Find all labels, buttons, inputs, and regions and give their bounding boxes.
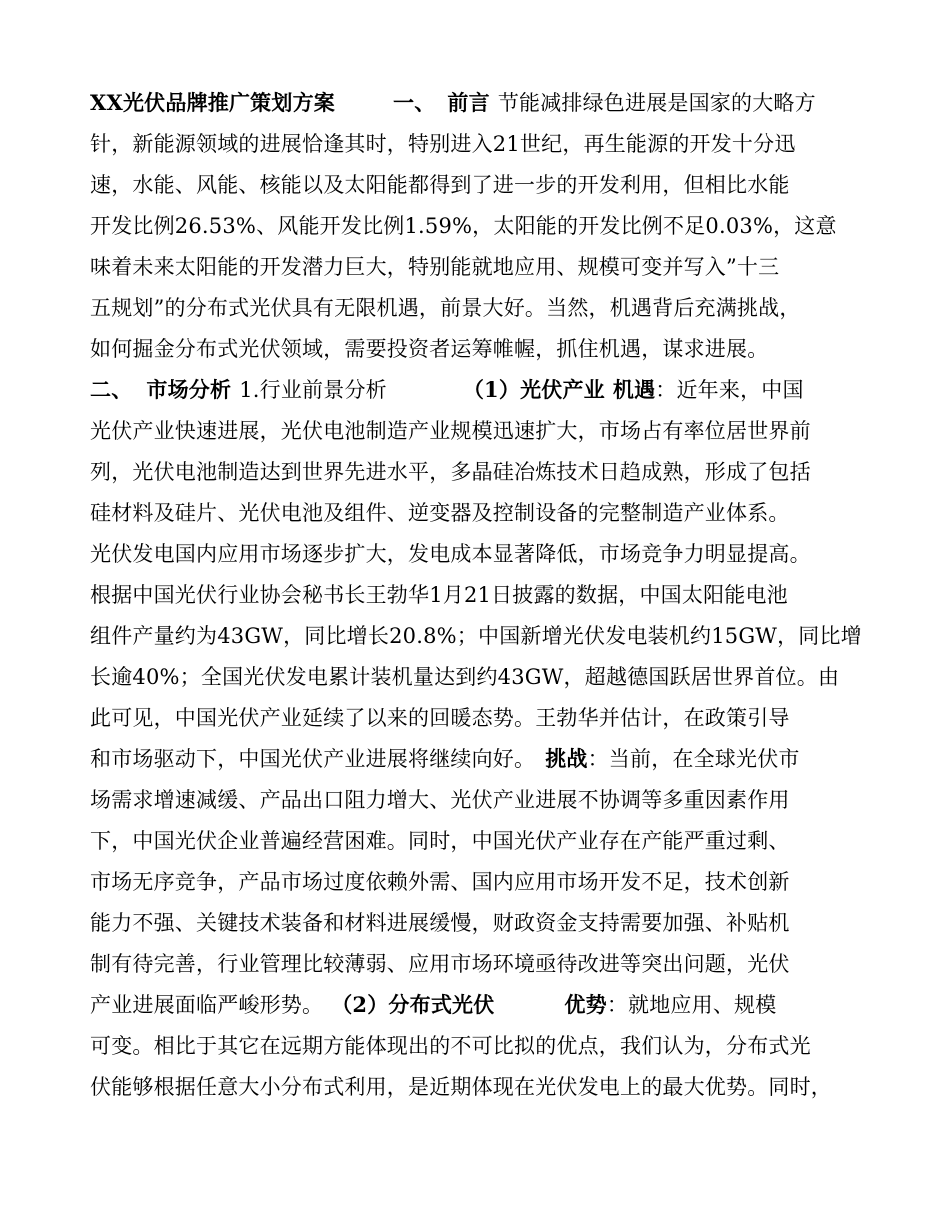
item-2-sublabel: 优势 [564,992,607,1017]
item-2-pre-text: 产业进展面临严峻形势。 [90,993,324,1017]
paragraph-line: 光伏发电国内应用市场逐步扩大，发电成本显著降低，市场竞争力明显提高。 [90,542,811,566]
challenge-post-text: ：当前，在全球光伏市 [587,747,800,771]
paragraph-line: 开发比例26.53%、风能开发比例1.59%，太阳能的开发比例不足0.03%，这意 [90,214,837,238]
paragraph-line: 场需求增速减缓、产品出口阻力增大、光伏产业进展不协调等多重因素作用 [90,788,790,812]
paragraph-line: 伏能够根据任意大小分布式利用，是近期体现在光伏发电上的最大优势。同时， [90,1075,832,1099]
item-1-lead-text: ：近年来，中国 [655,378,804,402]
paragraph-line: 速，水能、风能、核能以及太阳能都得到了进一步的开发利用，但相比水能 [90,173,790,197]
item-1-label: （1）光伏产业 [462,377,605,402]
section-1-number: 一、 [393,90,436,115]
document-title: XX光伏品牌推广策划方案 [90,90,335,115]
section-2-number: 二、 [90,377,133,402]
challenge-pre-text: 和市场驱动下，中国光伏产业进展将继续向好。 [90,747,536,771]
paragraph-line: 能力不强、关键技术装备和材料进展缓慢，财政资金支持需要加强、补贴机 [90,911,790,935]
item-1-sublabel: 机遇 [612,377,656,402]
challenge-label: 挑战 [545,746,588,771]
paragraph-line: 硅材料及硅片、光伏电池及组件、逆变器及控制设备的完整制造产业体系。 [90,501,790,525]
paragraph-line: 五规划”的分布式光伏具有无限机遇，前景大好。当然，机遇背后充满挑战， [90,296,801,320]
paragraph-line: 市场无序竞争，产品市场过度依赖外需、国内应用市场开发不足，技术创新 [90,870,790,894]
paragraph-line: 光伏产业快速进展，光伏电池制造产业规模迅速扩大，市场占有率位居世界前 [90,419,811,443]
paragraph-line: 如何掘金分布式光伏领域，需要投资者运筹帷幄，抓住机遇，谋求进展。 [90,337,769,361]
item-2-post-text: ：就地应用、规模 [606,993,777,1017]
paragraph-line: 针，新能源领域的进展恰逢其时，特别进入21世纪，再生能源的开发十分迅 [90,132,796,156]
section-2-heading: 市场分析 [146,377,232,402]
challenge-line [90,745,800,773]
paragraph-line: 可变。相比于其它在远期方能体现出的不可比拟的优点，我们认为，分布式光 [90,1034,811,1058]
section-2-heading-line [90,376,804,404]
paragraph-line: 列，光伏电池制造达到世界先进水平，多晶硅冶炼技术日趋成熟，形成了包括 [90,460,811,484]
section-1-lead-text: 节能减排绿色进展是国家的大略方 [497,91,816,115]
paragraph-line: 长逾40%；全国光伏发电累计装机量达到约43GW，超越德国跃居世界首位。由 [90,665,840,689]
item-2-line [90,991,776,1019]
paragraph-line: 味着未来太阳能的开发潜力巨大，特别能就地应用、规模可变并写入”十三 [90,255,780,279]
paragraph-line: 根据中国光伏行业协会秘书长王勃华1月21日披露的数据，中国太阳能电池 [90,583,788,607]
paragraph-line: 下，中国光伏企业普遍经营困难。同时，中国光伏产业存在产能严重过剩、 [90,829,790,853]
paragraph-line: 制有待完善，行业管理比较薄弱、应用市场环境亟待改进等突出问题，光伏 [90,952,790,976]
item-2-label: （2）分布式光伏 [331,992,495,1017]
paragraph-line: 组件产量约为43GW，同比增长20.8%；中国新增光伏发电装机约15GW，同比增 [90,624,862,648]
paragraph-line: 此可见，中国光伏产业延续了以来的回暖态势。王勃华并估计，在政策引导 [90,706,790,730]
first-line [90,89,816,117]
subsection-1-heading: 1.行业前景分析 [239,378,387,402]
section-1-heading: 前言 [447,90,490,115]
